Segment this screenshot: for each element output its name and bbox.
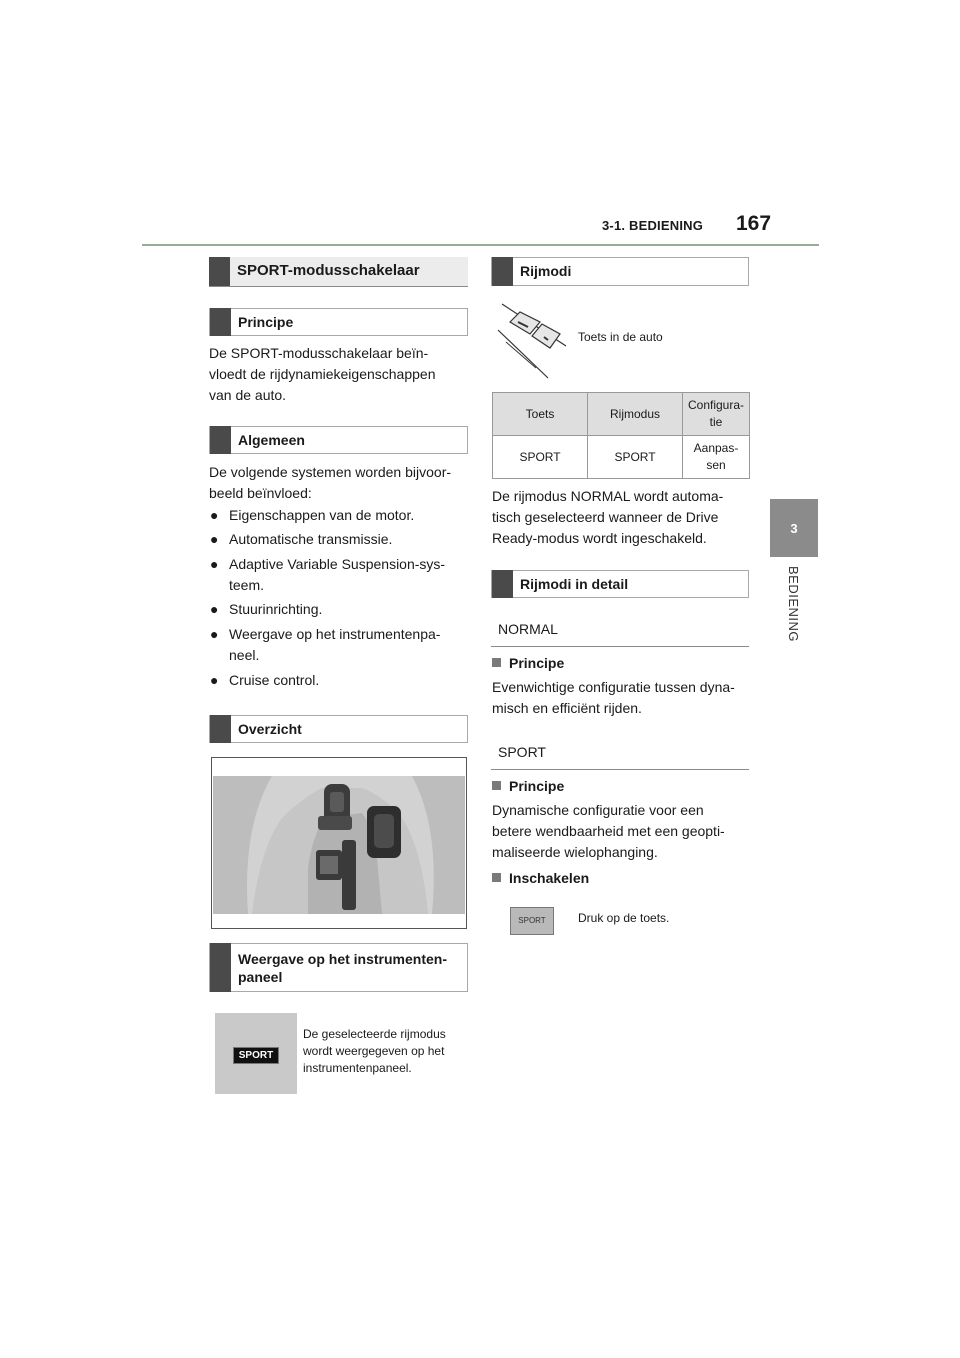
heading-weergave-text: Weergave op het instrumenten- paneel — [238, 951, 448, 985]
header-cell: Toets — [493, 393, 588, 436]
sport-button-caption: Druk op de toets. — [578, 911, 670, 925]
car-button-illustration — [496, 300, 572, 380]
heading-principe-text: Principe — [238, 314, 294, 330]
chapter-tab — [770, 499, 818, 557]
table-cell: SPORT — [493, 436, 588, 479]
heading-algemeen — [209, 426, 468, 454]
center-console-image — [212, 758, 466, 928]
sport-principe-label: Principe — [492, 778, 564, 794]
heading-rijmodi-detail — [491, 570, 749, 598]
chapter-number: 3 — [790, 520, 798, 536]
table-header-row — [493, 393, 750, 436]
normal-principe-label: Principe — [492, 655, 564, 671]
heading-principe — [209, 308, 468, 336]
heading-overzicht-text: Overzicht — [238, 721, 302, 737]
sport-button[interactable]: SPORT — [510, 907, 554, 935]
button-image-caption: Toets in de auto — [578, 330, 663, 344]
heading-rijmodi-text: Rijmodi — [520, 263, 572, 279]
chapter-label: BEDIENING — [786, 566, 801, 643]
normal-paragraph: Evenwichtige configuratie tussen dyna- misch en efficiënt rijden. — [492, 679, 735, 716]
sport-inschakelen-label: Inschakelen — [492, 870, 589, 886]
console-illustration — [211, 757, 467, 929]
table-cell: SPORT — [588, 436, 683, 479]
table-cell: Aanpas- sen — [683, 436, 750, 479]
sport-paragraph: Dynamische configuratie voor een betere wendbaarheid met een geopti- maliseerde wielophanging. — [492, 802, 725, 860]
page-number: 167 — [736, 212, 772, 235]
algemeen-intro: De volgende systemen worden bijvoor- beeld beïnvloed: — [209, 464, 452, 501]
table-row — [493, 436, 750, 479]
heading-rijmodi-detail-text: Rijmodi in detail — [520, 576, 629, 592]
square-bullet-icon — [492, 873, 501, 882]
main-heading-text: SPORT-modusschakelaar — [237, 262, 420, 279]
principe-paragraph: De SPORT-modusschakelaar beïn- vloedt de rijdynamiekeigenschappen van de auto. — [209, 345, 436, 403]
instrument-panel-image — [215, 1013, 297, 1094]
header-rule — [142, 244, 819, 246]
section-title: 3-1. BEDIENING — [602, 218, 704, 233]
square-bullet-icon — [492, 781, 501, 790]
sport-badge: SPORT — [233, 1047, 279, 1064]
main-heading — [209, 257, 468, 287]
rijmodi-paragraph: De rijmodus NORMAL wordt automa- tisch geselecteerd wanneer de Drive Ready-modus wordt ingeschakeld. — [492, 488, 724, 546]
square-bullet-icon — [492, 658, 501, 667]
mode-sport-heading: SPORT — [491, 741, 749, 770]
weergave-caption: De geselecteerde rijmodus wordt weergegeven op het instrumentenpaneel. — [303, 1027, 446, 1075]
heading-algemeen-text: Algemeen — [238, 432, 305, 448]
heading-overzicht — [209, 715, 468, 743]
header-cell: Configura- tie — [683, 393, 750, 436]
heading-rijmodi — [491, 257, 749, 286]
button-sketch — [496, 300, 572, 380]
heading-weergave — [209, 943, 468, 992]
mode-normal-heading: NORMAL — [491, 618, 749, 647]
mode-table — [492, 392, 750, 479]
header-cell: Rijmodus — [588, 393, 683, 436]
